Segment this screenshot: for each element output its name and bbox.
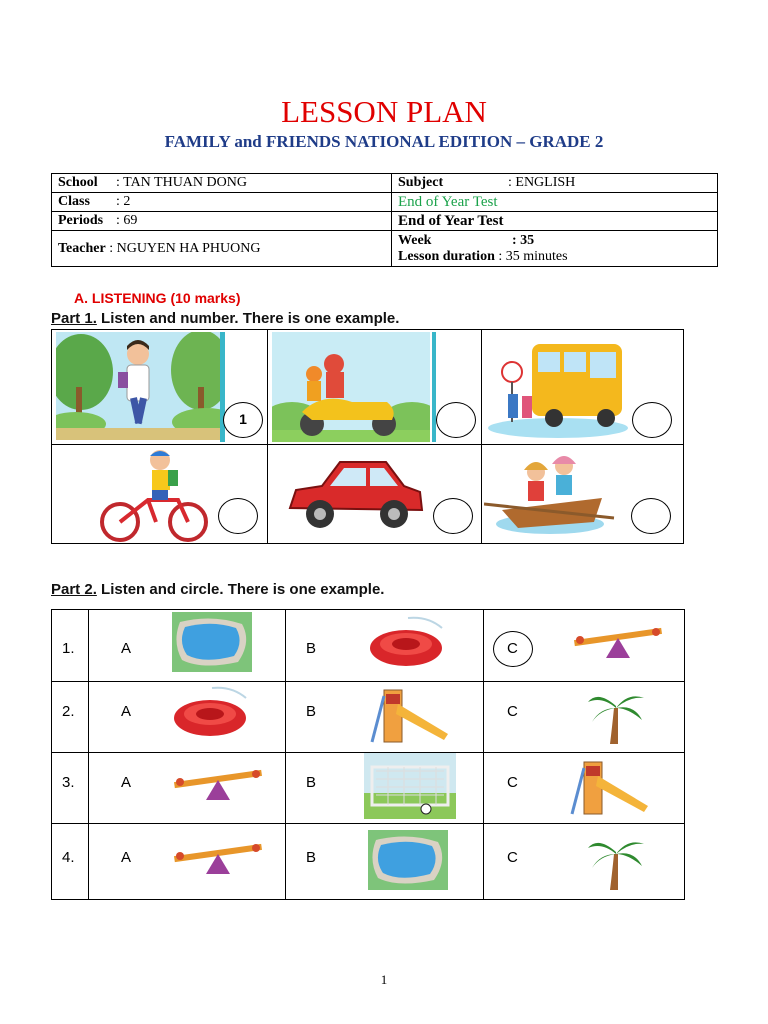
option-b-label: B	[306, 849, 317, 866]
seesaw-image	[170, 768, 266, 804]
option-c-label: C	[507, 774, 518, 791]
row-number: 2.	[62, 703, 75, 720]
week-label: Week	[398, 232, 432, 248]
part2-number: Part 2.	[51, 581, 97, 598]
week-duration-cell	[392, 231, 718, 267]
periods-label: Periods	[58, 213, 104, 228]
periods-value: : 69	[116, 213, 138, 228]
duration-value: : 35 minutes	[498, 248, 568, 264]
frisbee-image	[368, 614, 450, 672]
test-bold-cell	[392, 212, 718, 231]
end-of-year-test-bold: End of Year Test	[398, 212, 504, 229]
end-of-year-test-green: End of Year Test	[398, 193, 498, 210]
teacher-value: : NGUYEN HA PHUONG	[109, 240, 261, 256]
part1-number: Part 1.	[51, 310, 97, 327]
page-number: 1	[380, 972, 388, 987]
subject-label: Subject	[398, 175, 444, 190]
part2-grid	[51, 609, 685, 900]
class-label: Class	[58, 194, 90, 209]
answer-circle-1: 1	[223, 402, 263, 438]
subject-value: : ENGLISH	[508, 175, 576, 190]
rowing-boat-image	[484, 448, 624, 540]
part1-grid	[51, 329, 684, 544]
option-b-label: B	[306, 774, 317, 791]
goal-image	[364, 753, 456, 819]
info-table	[51, 173, 718, 267]
class-value: : 2	[116, 194, 131, 209]
answer-circle-2	[436, 402, 476, 438]
option-a-label: A	[121, 774, 132, 791]
frisbee-image	[172, 684, 254, 742]
test-green-cell	[392, 193, 718, 212]
class-cell	[52, 193, 392, 212]
section-a-heading: A. LISTENING (10 marks)	[74, 290, 241, 306]
periods-cell	[52, 212, 392, 231]
page-subtitle: FAMILY and FRIENDS NATIONAL EDITION – GRADE 2	[164, 132, 604, 151]
option-c-label: C	[507, 640, 518, 657]
slide-image	[568, 758, 654, 818]
scooter-image	[272, 332, 430, 442]
school-bus-image	[488, 332, 636, 440]
answer-circle-4	[218, 498, 258, 534]
school-cell	[52, 174, 392, 193]
answer-circle-6	[631, 498, 671, 534]
week-value: : 35	[512, 232, 535, 248]
option-c-label: C	[507, 849, 518, 866]
row-number: 3.	[62, 774, 75, 791]
teacher-cell	[52, 231, 392, 267]
subject-cell	[392, 174, 718, 193]
page-title: LESSON PLAN	[281, 94, 487, 129]
option-a-label: A	[121, 703, 132, 720]
palm-tree-image	[588, 686, 644, 746]
part1-heading	[51, 310, 399, 327]
school-label: School	[58, 175, 98, 190]
bicycle-boy-image	[90, 448, 230, 544]
teacher-label: Teacher	[58, 240, 106, 256]
answer-circle-3	[632, 402, 672, 438]
row-number: 1.	[62, 640, 75, 657]
part2-instruction: Listen and circle. There is one example.	[96, 581, 385, 598]
palm-tree-image	[588, 832, 644, 892]
option-a-label: A	[121, 640, 132, 657]
seesaw-image	[570, 626, 666, 662]
option-b-label: B	[306, 640, 317, 657]
school-value: : TAN THUAN DONG	[116, 175, 247, 190]
part1-instruction: Listen and number. There is one example.	[96, 310, 400, 327]
option-c-label: C	[507, 703, 518, 720]
slide-image	[368, 686, 454, 746]
duration-label: Lesson duration	[398, 248, 495, 264]
pool-image	[368, 830, 448, 890]
option-b-label: B	[306, 703, 317, 720]
doctor-walking-image	[56, 332, 224, 440]
part2-heading	[51, 581, 384, 598]
seesaw-image	[170, 842, 266, 878]
answer-circle-5	[433, 498, 473, 534]
red-car-image	[282, 450, 427, 540]
option-a-label: A	[121, 849, 132, 866]
row-number: 4.	[62, 849, 75, 866]
pool-image	[172, 612, 252, 672]
